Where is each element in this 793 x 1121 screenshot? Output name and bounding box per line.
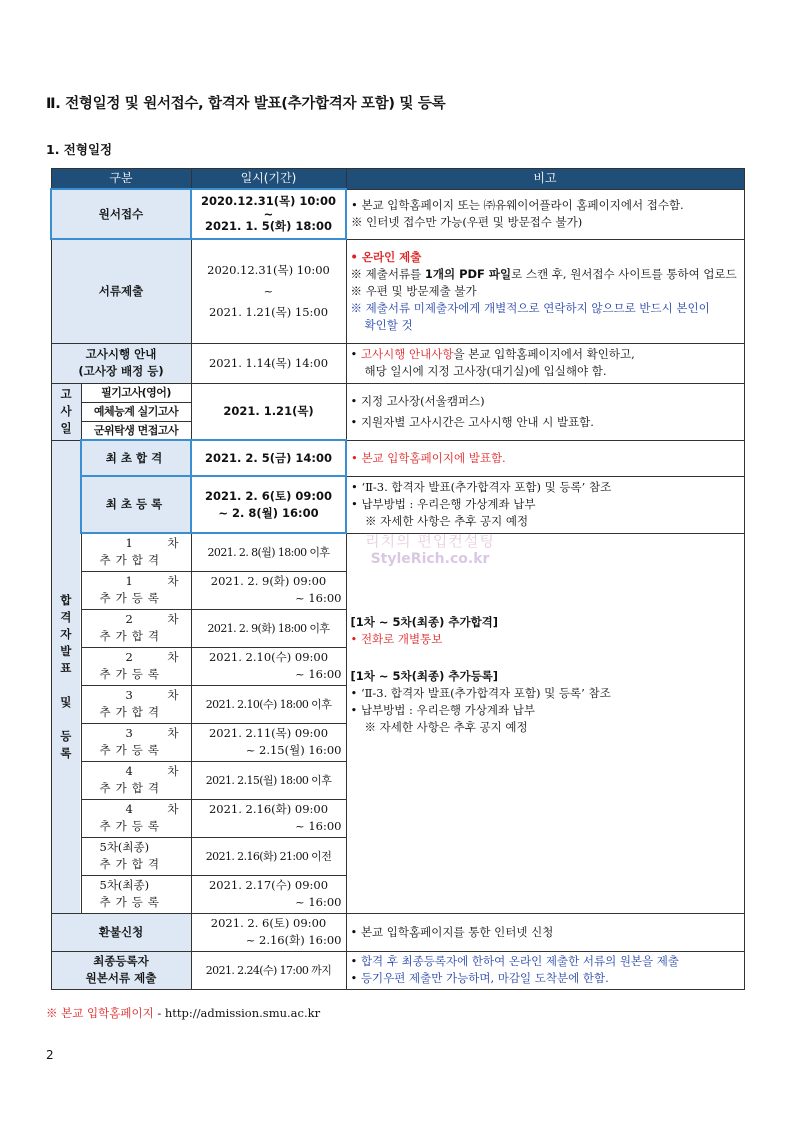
schedule-table [50, 168, 745, 990]
section-heading: Ⅱ. 전형일정 및 원서접수, 합격자 발표(추가합격자 포함) 및 등록 [46, 96, 446, 112]
table-row-first-reg [51, 476, 744, 533]
watermark: 리치의 편입컨설팅 StyleRich.co.kr [365, 532, 495, 567]
round-date: 2021. 2.15(월) 18:00 이후 [191, 761, 346, 799]
apply-category: 원서접수 [51, 189, 191, 239]
exam-category: 고 사 일 [51, 383, 81, 440]
round-label: 4 차 추가합격 [81, 761, 191, 799]
subsection-heading: 1. 전형일정 [46, 142, 113, 157]
table-row-final [51, 951, 744, 989]
round-date: 2021. 2.17(수) 09:00 ~ 16:00 [191, 875, 346, 913]
final-date: 2021. 2.24(수) 17:00 까지 [191, 951, 346, 989]
first-reg-note: • ‘Ⅱ-3. 합격자 발표(추가합격자 포함) 및 등록’ 참조 • 납부방법 : 우리은행 가상계좌 납부 ※ 자세한 사항은 추후 공지 예정 [346, 476, 744, 533]
table-row-refund [51, 913, 744, 951]
table-header-row [51, 169, 744, 190]
final-note: • 합격 후 최종등록자에 한하여 온라인 제출한 서류의 원본을 제출 • 등기우편 제출만 가능하며, 마감일 도착분에 한함. [346, 951, 744, 989]
round-date: 2021. 2.11(목) 09:00 ~ 2.15(월) 16:00 [191, 723, 346, 761]
first-reg-date: 2021. 2. 6(토) 09:00 ~ 2. 8(월) 16:00 [191, 476, 346, 533]
footnote: ※ 본교 입학홈페이지 - http://admission.smu.ac.kr [46, 1006, 321, 1020]
header-date: 일시(기간) [191, 169, 346, 190]
first-pass-label: 최초합격 [81, 440, 191, 476]
exam-notice-date: 2021. 1.14(목) 14:00 [191, 343, 346, 383]
exam-notice-note: • 고사시행 안내사항을 본교 입학홈페이지에서 확인하고, 해당 일시에 지정 고사장(대기실)에 입실해야 함. [346, 343, 744, 383]
admission-link[interactable]: - http://admission.smu.ac.kr [153, 1006, 321, 1020]
round-date: 2021. 2.10(수) 09:00 ~ 16:00 [191, 647, 346, 685]
exam-date: 2021. 1.21(목) [191, 383, 346, 440]
round-label: 2 차 추가합격 [81, 609, 191, 647]
first-reg-label: 최초등록 [81, 476, 191, 533]
additional-note: [1차 ~ 5차(최종) 추가합격] • 전화로 개별통보 [1차 ~ 5차(최종) 추가등록] • ‘Ⅱ-3. 합격자 발표(추가합격자 포함) 및 등록’ 참조 • 납부방법 : 우리은행 가상계좌 납부 ※ 자세한 사항은 추후 공지 예정 [346, 533, 744, 913]
round-date: 2021. 2. 9(화) 09:00 ~ 16:00 [191, 571, 346, 609]
first-pass-date: 2021. 2. 5(금) 14:00 [191, 440, 346, 476]
exam-sub-practical: 예체능계 실기고사 [81, 402, 191, 421]
round-date: 2021. 2.10(수) 18:00 이후 [191, 685, 346, 723]
round-label: 5차(최종) 추가합격 [81, 837, 191, 875]
header-note: 비고 [346, 169, 744, 190]
table-row-apply [51, 189, 744, 239]
table-row-exam-1 [51, 383, 744, 402]
exam-sub-interview: 군위탁생 면접고사 [81, 421, 191, 440]
round-label: 4 차 추가등록 [81, 799, 191, 837]
refund-date: 2021. 2. 6(토) 09:00 ~ 2.16(화) 16:00 [191, 913, 346, 951]
results-category: 합 격 자 발 표 및 등 록 [51, 440, 81, 913]
table-row-docs [51, 239, 744, 343]
docs-category: 서류제출 [51, 239, 191, 343]
exam-notice-category: 고사시행 안내 (고사장 배정 등) [51, 343, 191, 383]
apply-note: • 본교 입학홈페이지 또는 ㈜유웨이어플라이 홈페이지에서 접수함. ※ 인터넷 접수만 가능(우편 및 방문접수 불가) [346, 189, 744, 239]
round-label: 2 차 추가등록 [81, 647, 191, 685]
exam-sub-written: 필기고사(영어) [81, 383, 191, 402]
page-number: 2 [46, 1048, 54, 1062]
final-category: 최종등록자 원본서류 제출 [51, 951, 191, 989]
header-category: 구분 [51, 169, 191, 190]
round-date: 2021. 2.16(화) 21:00 이전 [191, 837, 346, 875]
exam-note: • 지정 고사장(서울캠퍼스) • 지원자별 고사시간은 고사시행 안내 시 발표함. [346, 383, 744, 440]
refund-category: 환불신청 [51, 913, 191, 951]
round-date: 2021. 2.16(화) 09:00 ~ 16:00 [191, 799, 346, 837]
round-date: 2021. 2. 9(화) 18:00 이후 [191, 609, 346, 647]
table-row-exam-notice [51, 343, 744, 383]
round-label: 3 차 추가합격 [81, 685, 191, 723]
table-row-round [51, 533, 744, 571]
round-date: 2021. 2. 8(월) 18:00 이후 [191, 533, 346, 571]
round-label: 3 차 추가등록 [81, 723, 191, 761]
docs-note: • 온라인 제출 ※ 제출서류를 1개의 PDF 파일로 스캔 후, 원서접수 사이트를 통하여 업로드 ※ 우편 및 방문제출 불가 ※ 제출서류 미제출자에게 개별적으로 연락하지 않으므로 반드시 본인이 확인할 것 [346, 239, 744, 343]
apply-date: 2020.12.31(목) 10:00 ~ 2021. 1. 5(화) 18:00 [191, 189, 346, 239]
round-label: 1 차 추가등록 [81, 571, 191, 609]
table-row-first-pass [51, 440, 744, 476]
docs-date: 2020.12.31(목) 10:00 ~ 2021. 1.21(목) 15:00 [191, 239, 346, 343]
first-pass-note: • 본교 입학홈페이지에 발표함. [346, 440, 744, 476]
round-label: 5차(최종) 추가등록 [81, 875, 191, 913]
refund-note: • 본교 입학홈페이지를 통한 인터넷 신청 [346, 913, 744, 951]
round-label: 1 차 추가합격 [81, 533, 191, 571]
